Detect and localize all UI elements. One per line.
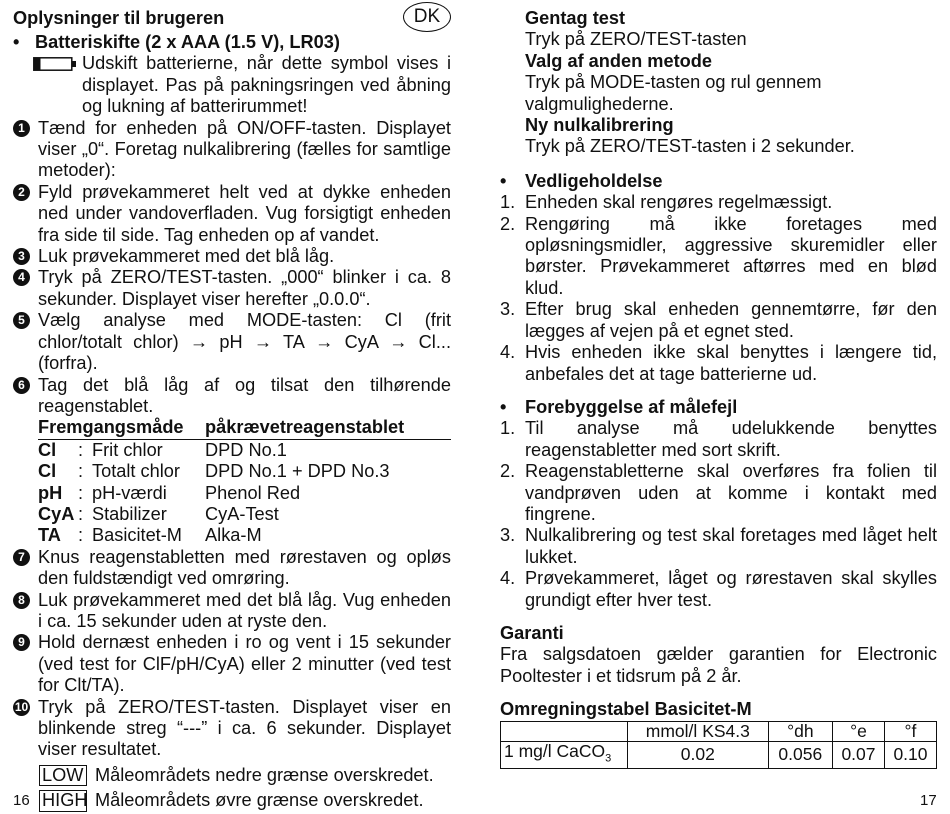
conv-header-e: °e: [832, 721, 884, 741]
list-text: Hvis enheden ikke skal benyttes i længere tid, anbefales det at tage batterierne ud.: [525, 342, 937, 384]
right-page: [500, 8, 937, 769]
list-number: 2.: [500, 213, 516, 234]
reagent-colon: :: [78, 525, 84, 546]
list-item: [500, 461, 937, 525]
step-item: [13, 246, 451, 267]
list-number: 3.: [500, 299, 516, 320]
warranty-heading: Garanti: [500, 622, 564, 643]
step-number-icon: 5: [13, 312, 30, 329]
step-item: [13, 632, 451, 696]
reagent-row: [38, 525, 451, 546]
list-text: Nulkalibrering og test skal foretages med låget helt lukket.: [525, 525, 937, 567]
reagent-code: CyA: [38, 503, 75, 524]
conversion-value-row: [501, 741, 937, 769]
page-title: Oplysninger til brugeren: [13, 8, 225, 28]
list-text: Til analyse må udelukkende benyttes reagenstabletter med sort skrift.: [525, 418, 937, 460]
list-text: Prøvekammeret, låget og rørestaven skal skylles grundigt efter hver test.: [525, 568, 937, 610]
reagent-header-method: Fremgangsmåde: [38, 417, 205, 439]
reagent-tablet: Phenol Red: [205, 482, 301, 503]
steps-list-continued: [13, 547, 451, 761]
step-number-icon: 7: [13, 549, 30, 566]
step-text: Vælg analyse med MODE-tasten: Cl (frit chlor/totalt chlor) → pH → TA → CyA → Cl... (forfra).: [38, 310, 451, 374]
step-number-icon: 1: [13, 120, 30, 137]
reagent-code: TA: [38, 525, 61, 546]
step-item: [13, 547, 451, 590]
conv-header-dh: °dh: [768, 721, 832, 741]
list-text: Efter brug skal enheden gennemtørre, før den lægges af vejen på et egnet sted.: [525, 299, 937, 341]
battery-heading: • Batteriskifte (2 x AAA (1.5 V), LR03): [13, 32, 340, 52]
step-item: [13, 182, 451, 246]
reagent-header-tablet: påkrævetreagenstablet: [205, 417, 451, 439]
conv-row-label: 1 mg/l CaCO$_3$: [501, 741, 628, 769]
list-number: 1.: [500, 192, 516, 213]
step-number-icon: 6: [13, 377, 30, 394]
page-number-left: 16: [13, 792, 30, 809]
reagent-method: Frit chlor: [92, 439, 163, 460]
reagent-row: [38, 504, 451, 525]
list-number: 1.: [500, 418, 516, 439]
reagent-row: [38, 439, 451, 461]
reagent-method: Totalt chlor: [92, 461, 180, 482]
zero-text: Tryk på ZERO/TEST-tasten i 2 sekunder.: [525, 136, 855, 157]
step-number-icon: 8: [13, 592, 30, 609]
step-text: Tryk på ZERO/TEST-tasten. „000“ blinker i ca. 8 sekunder. Displayet viser herefter „0.0.0“.: [38, 267, 451, 309]
repeat-test-heading: Gentag test: [525, 8, 626, 28]
limit-code-box: LOW: [39, 765, 87, 786]
step-text: Luk prøvekammeret med det blå låg. Vug enheden i ca. 15 sekunder uden at ryste den.: [38, 589, 451, 631]
conversion-table: [500, 721, 937, 770]
list-item: [500, 299, 937, 342]
list-item: [500, 568, 937, 611]
step-item: [13, 118, 451, 182]
step-item: [13, 375, 451, 418]
reagent-row: [38, 461, 451, 482]
list-item: [500, 192, 937, 213]
step-text: Fyld prøvekammeret helt ved at dykke enheden ned under vandoverfladen. Vug forsigtigt enheden fra side til side. Tag enheden op af vandet.: [38, 181, 451, 245]
reagent-tablet: DPD No.1 + DPD No.3: [205, 461, 390, 482]
step-number-icon: 10: [14, 699, 29, 714]
method-text: Tryk på MODE-tasten og rul gennem valgmulighederne.: [525, 72, 822, 114]
step-item: [13, 697, 451, 761]
step-text: Hold dernæst enheden i ro og vent i 15 sekunder (ved test for ClF/pH/CyA) eller 2 minutter (ved test for Clt/TA).: [38, 632, 451, 696]
limit-item: [39, 765, 451, 786]
reagent-colon: :: [78, 461, 84, 482]
list-item: [500, 214, 937, 300]
conv-header-empty: [501, 721, 628, 741]
repeat-test-text: Tryk på ZERO/TEST-tasten: [525, 29, 747, 50]
battery-low-icon: [33, 57, 77, 71]
reagent-code: pH: [38, 482, 63, 503]
maintenance-list: [500, 192, 937, 385]
step-text: Tænd for enheden på ON/OFF-tasten. Displayet viser „0“. Foretag nulkalibrering (fælles for samtlige metoder):: [38, 117, 451, 181]
page-number-right: 17: [920, 792, 937, 809]
reagent-method: pH-værdi: [92, 482, 167, 503]
list-item: [500, 418, 937, 461]
reagent-tablet: DPD No.1: [205, 439, 287, 460]
step-text: Luk prøvekammeret med det blå låg.: [38, 246, 335, 267]
reagent-colon: :: [78, 503, 84, 524]
reagent-tablet: CyA-Test: [205, 503, 279, 524]
step-text: Tryk på ZERO/TEST-tasten. Displayet viser en blinkende streg “---” i ca. 6 sekunder. Displayet viser resultatet.: [38, 696, 451, 760]
reagent-tablet: Alka-M: [205, 525, 262, 546]
battery-instructions: Udskift batterierne, når dette symbol vises i displayet. Pas på pakningsringen ved åbning og lukning af batterirummet!: [13, 53, 451, 117]
conv-value-dh: 0.056: [768, 741, 832, 769]
steps-list: [13, 118, 451, 418]
step-number-icon: 4: [13, 269, 30, 286]
limit-item: [39, 790, 451, 811]
reagent-method: Basicitet-M: [92, 525, 182, 546]
step-number-icon: 9: [13, 634, 30, 651]
step-item: [13, 267, 451, 310]
list-item: [500, 525, 937, 568]
limit-code-box: HIGH: [39, 790, 87, 811]
step-item: [13, 310, 451, 374]
reagent-colon: :: [78, 482, 84, 503]
conversion-heading: Omregningstabel Basicitet-M: [500, 699, 752, 720]
limit-text: Måleområdets nedre grænse overskredet.: [95, 764, 434, 785]
conv-value-mmol: 0.02: [628, 741, 769, 769]
step-number-icon: 2: [13, 184, 30, 201]
list-number: 2.: [500, 461, 516, 482]
zero-heading: Ny nulkalibrering: [525, 115, 674, 136]
conv-header-mmol: mmol/l KS4.3: [628, 721, 769, 741]
limit-messages: [13, 765, 451, 812]
reagent-method: Stabilizer: [92, 503, 167, 524]
maintenance-heading: • Vedligeholdelse: [500, 170, 663, 191]
reagent-code: Cl: [38, 461, 57, 482]
reagent-colon: :: [78, 439, 84, 460]
language-badge: DK: [403, 2, 451, 32]
left-page: [13, 8, 451, 812]
method-heading: Valg af anden metode: [525, 50, 712, 71]
reagent-code: Cl: [38, 439, 57, 460]
reagent-table: [38, 417, 451, 546]
step-number-icon: 3: [13, 248, 30, 265]
warranty-text: Fra salgsdatoen gælder garantien for Electronic Pooltester i et tidsrum på 2 år.: [500, 644, 937, 686]
list-number: 4.: [500, 568, 516, 589]
list-text: Rengøring må ikke foretages med opløsningsmidler, aggressive skuremidler eller børster. Prøvekammeret aftørres med en blød klud.: [525, 213, 937, 298]
step-text: Tag det blå låg af og tilsat den tilhørende reagenstablet.: [38, 374, 451, 416]
prevention-list: [500, 418, 937, 611]
step-text: Knus reagenstabletten med rørestaven og opløs den fuldstændigt ved omrøring.: [38, 546, 451, 589]
prevention-heading: • Forebyggelse af målefejl: [500, 396, 738, 417]
list-text: Enheden skal rengøres regelmæssigt.: [525, 192, 833, 213]
list-number: 4.: [500, 342, 516, 363]
conv-header-f: °f: [884, 721, 936, 741]
step-item: [13, 590, 451, 633]
list-item: [500, 342, 937, 385]
conv-value-f: 0.10: [884, 741, 936, 769]
reagent-row: [38, 483, 451, 504]
conversion-header-row: [501, 721, 937, 741]
list-number: 3.: [500, 525, 516, 546]
list-text: Reagenstabletterne skal overføres fra folien til vandprøven uden at komme i kontakt med fingrene.: [525, 461, 937, 524]
limit-text: Måleområdets øvre grænse overskredet.: [95, 790, 424, 811]
conv-value-e: 0.07: [832, 741, 884, 769]
